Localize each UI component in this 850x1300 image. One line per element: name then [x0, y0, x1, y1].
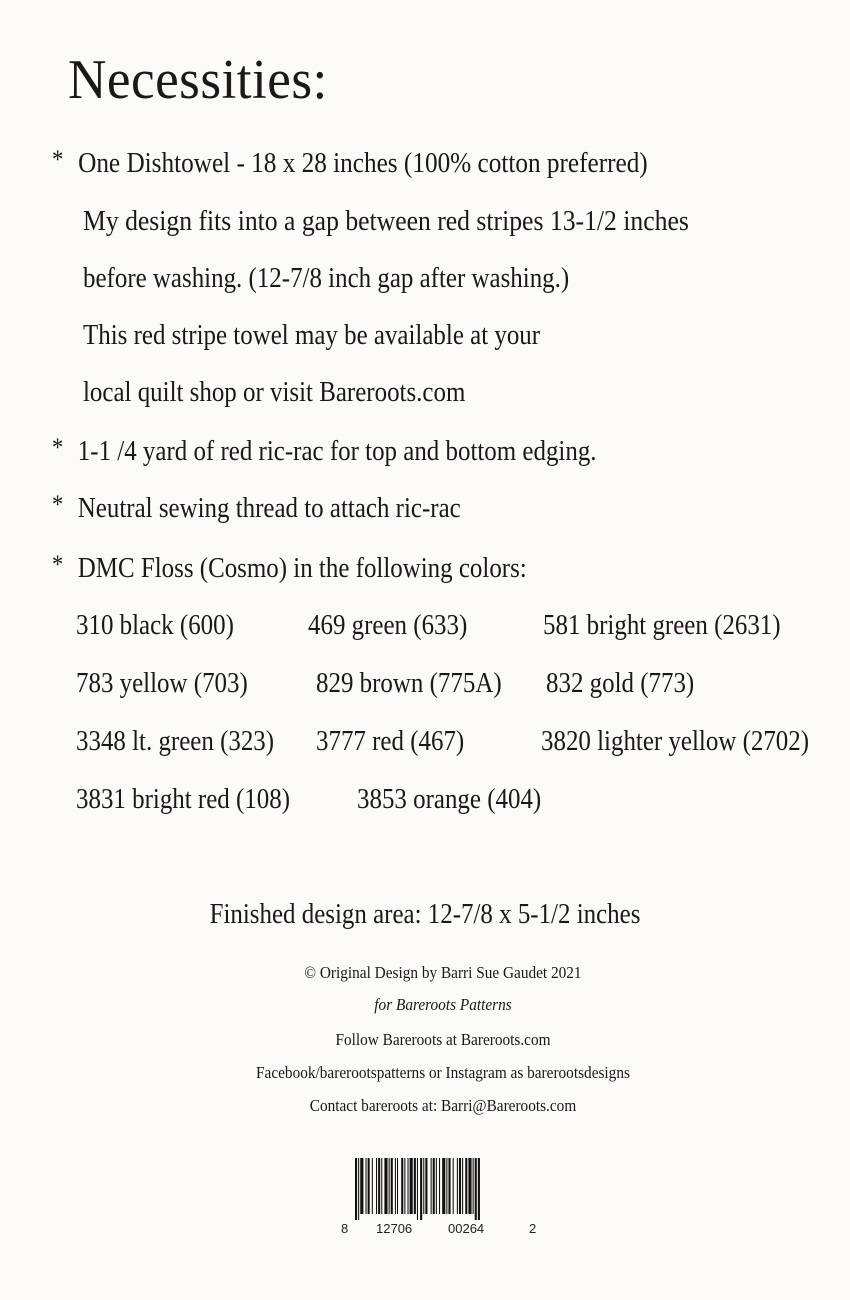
necessity-item-text: 1-1 /4 yard of red ric-rac for top and bottom edging.	[77, 435, 597, 467]
floss-color: 783 yellow (703)	[76, 667, 248, 699]
barcode-bars	[353, 1158, 521, 1220]
barcode-bar	[401, 1158, 403, 1214]
barcode-bar	[372, 1158, 373, 1214]
barcode-bar	[397, 1158, 398, 1214]
finished-design-area: Finished design area: 12-7/8 x 5-1/2 inches	[209, 898, 641, 930]
floss-color: 829 brown (775A)	[316, 667, 502, 699]
floss-color: 469 green (633)	[308, 609, 468, 641]
barcode-bar	[457, 1158, 458, 1214]
necessity-item	[52, 435, 597, 466]
barcode-bar	[358, 1158, 359, 1220]
barcode-bar	[355, 1158, 357, 1220]
social-line: Facebook/barerootspatterns or Instagram as barerootsdesigns	[256, 1063, 630, 1082]
barcode-bar	[417, 1158, 418, 1220]
contact-line: Contact bareroots at: Barri@Bareroots.com	[309, 1096, 577, 1115]
floss-color: 581 bright green (2631)	[543, 609, 781, 641]
barcode-bar	[468, 1158, 471, 1214]
barcode-bar	[473, 1158, 474, 1214]
barcode-bar	[384, 1158, 387, 1214]
bullet-star: *	[52, 490, 64, 519]
barcode-bar	[442, 1158, 445, 1214]
floss-color: 3820 lighter yellow (2702)	[541, 725, 810, 757]
barcode-bar	[462, 1158, 463, 1214]
floss-color: 310 black (600)	[76, 609, 234, 641]
bullet-star: *	[52, 145, 64, 174]
barcode-bar	[423, 1158, 424, 1214]
barcode-bar	[414, 1158, 416, 1214]
barcode-check-digit: 2	[529, 1221, 537, 1236]
necessity-item	[52, 492, 461, 523]
barcode-bar	[404, 1158, 405, 1214]
necessity-item-continuation: My design fits into a gap between red stripes 13-1/2 inches	[83, 205, 689, 237]
barcode-bar	[389, 1158, 390, 1214]
barcode-left-group: 12706	[376, 1221, 413, 1236]
barcode-bar	[366, 1158, 367, 1214]
barcode-bar	[439, 1158, 440, 1214]
floss-color: 3853 orange (404)	[357, 783, 542, 815]
barcode-system-digit: 8	[341, 1221, 349, 1236]
necessity-item	[52, 147, 648, 178]
publisher-line: for Bareroots Patterns	[374, 995, 512, 1014]
necessity-item-text: Neutral sewing thread to attach ric-rac	[77, 492, 461, 524]
floss-color: 3831 bright red (108)	[76, 783, 291, 815]
barcode-bar	[395, 1158, 396, 1214]
copyright-line: © Original Design by Barri Sue Gaudet 2021	[304, 963, 582, 982]
barcode-bar	[381, 1158, 382, 1214]
barcode-bar	[478, 1158, 480, 1220]
barcode-bar	[475, 1158, 477, 1220]
barcode-bar	[408, 1158, 409, 1214]
barcode-right-group: 00264	[448, 1221, 485, 1236]
bullet-star: *	[52, 433, 64, 462]
necessity-item-continuation: local quilt shop or visit Bareroots.com	[83, 376, 466, 408]
necessity-item-text: One Dishtowel - 18 x 28 inches (100% cotton preferred)	[78, 147, 648, 179]
barcode-bar	[376, 1158, 377, 1214]
barcode-bar	[431, 1158, 432, 1214]
website-line: Follow Bareroots at Bareroots.com	[335, 1030, 551, 1049]
floss-color: 3777 red (467)	[316, 725, 465, 757]
barcode-bar	[410, 1158, 413, 1214]
barcode-bar	[425, 1158, 427, 1214]
barcode-bar	[436, 1158, 437, 1214]
barcode-bar	[360, 1158, 363, 1214]
barcode-bar	[368, 1158, 370, 1214]
barcode-bar	[459, 1158, 461, 1214]
barcode-bar	[448, 1158, 450, 1214]
barcode-bar	[420, 1158, 422, 1220]
barcode-bar	[465, 1158, 467, 1214]
floss-color: 832 gold (773)	[546, 667, 695, 699]
bullet-star: *	[52, 550, 64, 579]
floss-color: 3348 lt. green (323)	[76, 725, 275, 757]
necessity-item-continuation: This red stripe towel may be available at your	[83, 319, 541, 351]
barcode	[353, 1158, 521, 1220]
page-title: Necessities:	[68, 49, 328, 111]
barcode-bar	[446, 1158, 447, 1214]
necessity-item-continuation: before washing. (12-7/8 inch gap after washing.)	[83, 262, 570, 294]
necessity-item-text: DMC Floss (Cosmo) in the following colors:	[77, 552, 527, 584]
barcode-bar	[378, 1158, 380, 1214]
barcode-bar	[453, 1158, 454, 1214]
necessity-item	[52, 552, 527, 583]
barcode-bar	[391, 1158, 393, 1214]
barcode-bar	[433, 1158, 435, 1214]
